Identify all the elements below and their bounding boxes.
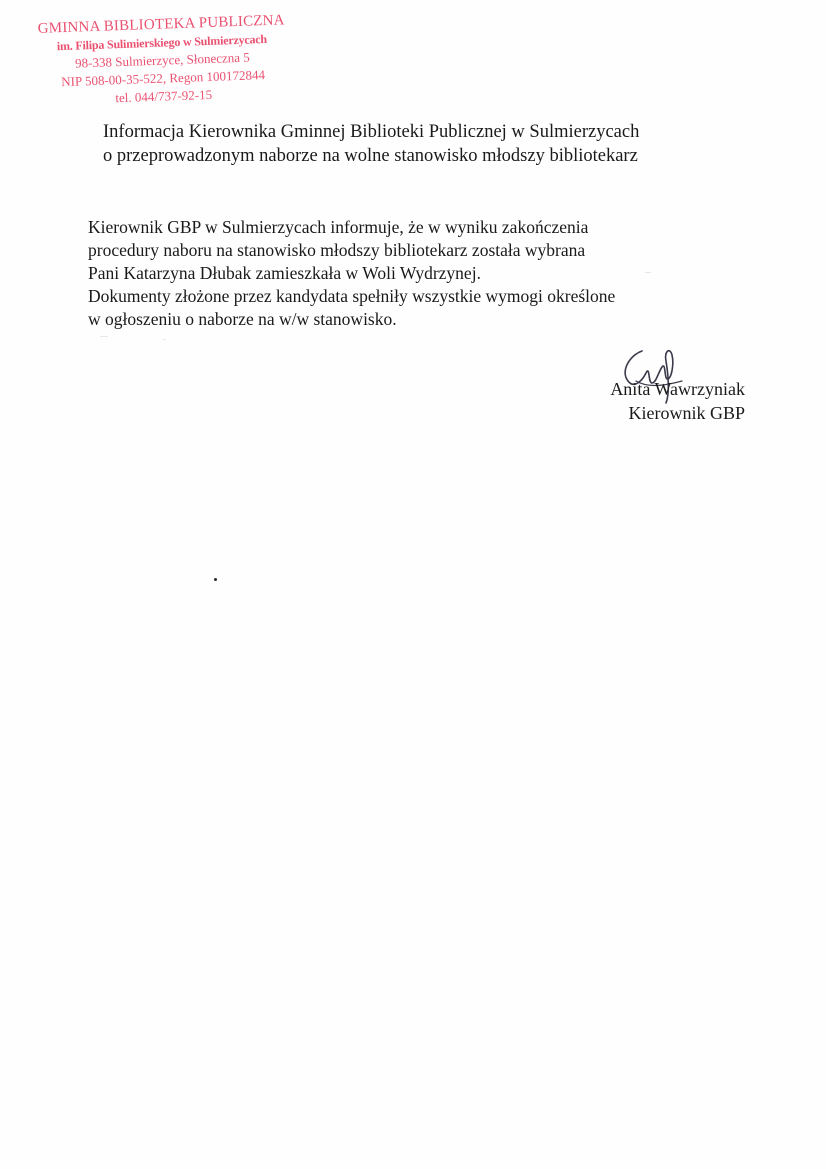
title-line-2: o przeprowadzonym naborze na wolne stanowisko młodszy bibliotekarz [103, 146, 638, 166]
stamp-patron: im. Filipa Sulimierskiego w Sulmierzycach [56, 31, 268, 54]
stamp-tax-ids: NIP 508-00-35-522, Regon 100172844 [60, 67, 266, 90]
body-line-3: Pani Katarzyna Dłubak zamieszkała w Woli Wydrzynej. [88, 263, 481, 283]
body-line-5: w ogłoszeniu o naborze na w/w stanowisko. [88, 309, 397, 329]
signature-block [555, 377, 745, 425]
body-line-1: Kierownik GBP w Sulmierzycach informuje, że w wyniku zakończenia [88, 217, 589, 237]
title-line-1: Informacja Kierownika Gminnej Biblioteki Publicznej w Sulmierzycach [103, 122, 640, 142]
signatory-name: Anita Wawrzyniak [610, 379, 745, 399]
document-title [103, 120, 793, 168]
body-line-4: Dokumenty złożone przez kandydata spełniły wszystkie wymogi określone [88, 286, 616, 306]
signatory-role: Kierownik GBP [628, 403, 745, 423]
document-body [88, 216, 748, 331]
scan-speck [214, 578, 217, 581]
scan-artifact [645, 272, 651, 273]
scan-artifact [100, 336, 108, 337]
body-line-2: procedury naboru na stanowisko młodszy bibliotekarz została wybrana [88, 240, 586, 260]
scan-artifact [163, 339, 166, 340]
stamp-library-name: GMINNA BIBLIOTEKA PUBLICZNA [37, 12, 285, 37]
stamp-phone: tel. 044/737-92-15 [115, 86, 213, 106]
stamp-address: 98-338 Sulmierzyce, Słoneczna 5 [74, 49, 251, 71]
library-stamp [36, 11, 289, 110]
